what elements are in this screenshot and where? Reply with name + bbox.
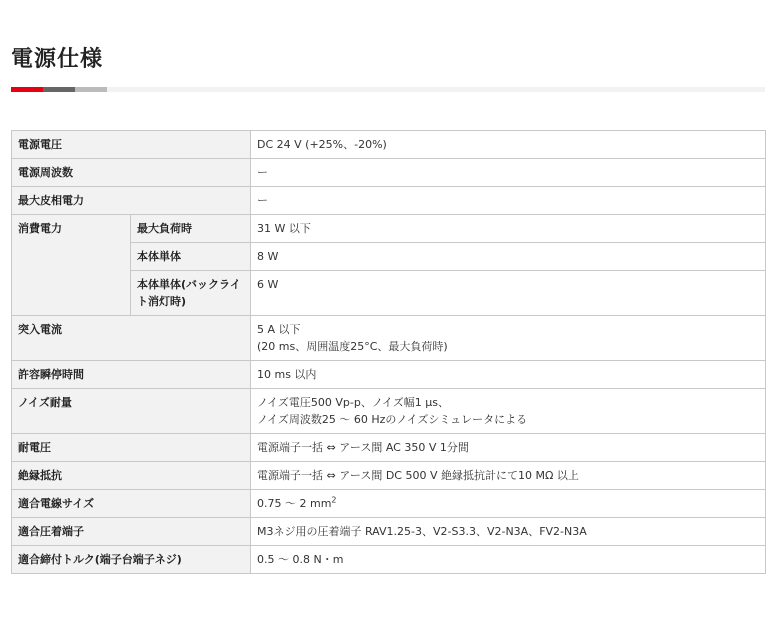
power-spec-table: [11, 130, 766, 574]
sub-label-unit-only: 本体単体: [131, 243, 251, 271]
table-row-inrush-current: [12, 316, 766, 361]
row-label-voltage: 電源電圧: [12, 131, 251, 159]
table-row-apparent-power: [12, 187, 766, 215]
table-row-frequency: [12, 159, 766, 187]
title-bar-light-segment: [75, 87, 107, 92]
table-row-power-interruption: [12, 361, 766, 389]
page-title: 電源仕様: [11, 47, 104, 72]
row-label-inrush-current: 突入電流: [12, 316, 251, 361]
row-value-crimp-terminal: M3ネジ用の圧着端子 RAV1.25-3、V2-S3.3、V2-N3A、FV2-N3A: [251, 518, 766, 546]
table-row-wire-size: [12, 490, 766, 518]
table-row-voltage: [12, 131, 766, 159]
row-label-power-interruption: 許容瞬停時間: [12, 361, 251, 389]
table-row-torque: [12, 546, 766, 574]
table-row-insulation-resistance: [12, 462, 766, 490]
sub-value-unit-only: 8 W: [251, 243, 766, 271]
row-label-wire-size: 適合電線サイズ: [12, 490, 251, 518]
table-row-crimp-terminal: [12, 518, 766, 546]
sub-label-max-load: 最大負荷時: [131, 215, 251, 243]
sub-label-backlight-off: 本体単体(バックライト消灯時): [131, 271, 251, 316]
title-underline-bar: [11, 87, 765, 92]
row-value-inrush-current: 5 A 以下 (20 ms、周囲温度25°C、最大負荷時): [251, 316, 766, 361]
row-label-frequency: 電源周波数: [12, 159, 251, 187]
row-label-noise-immunity: ノイズ耐量: [12, 389, 251, 434]
row-value-power-interruption: 10 ms 以内: [251, 361, 766, 389]
table-row-withstand-voltage: [12, 434, 766, 462]
sub-value-max-load: 31 W 以下: [251, 215, 766, 243]
wire-size-superscript: 2: [331, 495, 337, 505]
row-value-torque: 0.5 〜 0.8 N・m: [251, 546, 766, 574]
row-label-apparent-power: 最大皮相電力: [12, 187, 251, 215]
row-label-withstand-voltage: 耐電圧: [12, 434, 251, 462]
title-bar-dark-segment: [43, 87, 75, 92]
table-row-power-max-load: [12, 215, 766, 243]
sub-value-backlight-off: 6 W: [251, 271, 766, 316]
row-label-insulation-resistance: 絶縁抵抗: [12, 462, 251, 490]
row-value-withstand-voltage: 電源端子一括 ⇔ アース間 AC 350 V 1分間: [251, 434, 766, 462]
row-label-crimp-terminal: 適合圧着端子: [12, 518, 251, 546]
row-value-insulation-resistance: 電源端子一括 ⇔ アース間 DC 500 V 絶縁抵抗計にて10 MΩ 以上: [251, 462, 766, 490]
row-value-wire-size-cell: [251, 490, 766, 518]
row-label-power-consumption: 消費電力: [12, 215, 131, 316]
table-row-noise-immunity: [12, 389, 766, 434]
row-label-torque: 適合締付トルク(端子台端子ネジ): [12, 546, 251, 574]
row-value-voltage: DC 24 V (+25%、-20%): [251, 131, 766, 159]
row-value-wire-size: 0.75 〜 2 mm: [257, 497, 332, 510]
row-value-frequency: ー: [251, 159, 766, 187]
title-bar-red-segment: [11, 87, 43, 92]
row-value-apparent-power: ー: [251, 187, 766, 215]
row-value-noise-immunity: ノイズ電圧500 Vp-p、ノイズ幅1 μs、 ノイズ周波数25 〜 60 Hzのノイズシミュレータによる: [251, 389, 766, 434]
